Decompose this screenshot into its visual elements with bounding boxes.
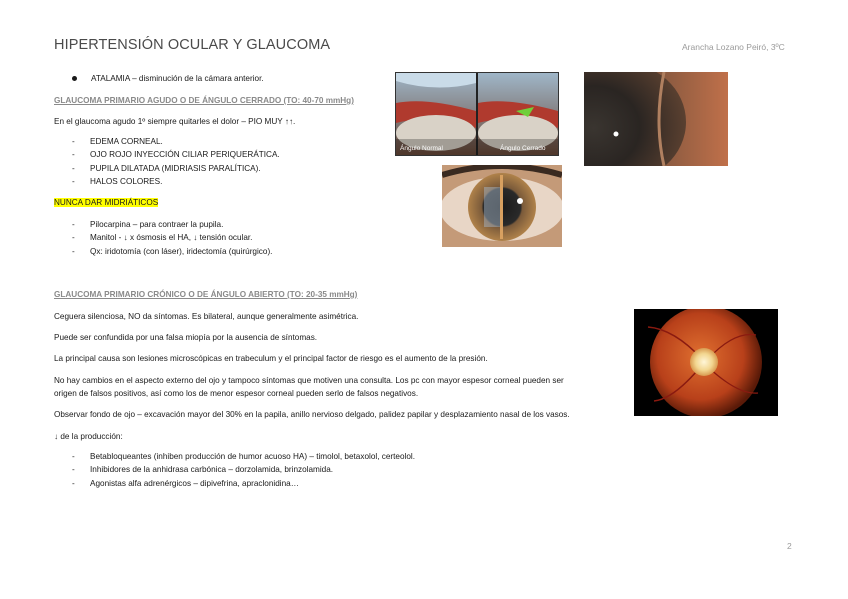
symptom-list: [72, 135, 280, 189]
list-item: - EDEMA CORNEAL.: [72, 135, 280, 148]
warning-note: [54, 198, 158, 208]
list-item: - Agonistas alfa adrenérgicos – dipivefrina, apraclonidina…: [72, 477, 415, 490]
fundus-photo: [634, 309, 778, 416]
list-item: - HALOS COLORES.: [72, 175, 280, 188]
angle-comparison-image: [395, 72, 559, 156]
dilated-pupil-svg: [442, 165, 562, 247]
chronic-paragraph-5: Observar fondo de ojo – excavación mayor del 30% en la papila, anillo nervioso delgado, palidez papilar y desplazamiento nasal de los vasos.: [54, 410, 570, 419]
page-title: HIPERTENSIÓN OCULAR Y GLAUCOMA: [54, 37, 331, 53]
chronic-paragraph-1: Ceguera silenciosa, NO da síntomas. Es bilateral, aunque generalmente asimétrica.: [54, 312, 359, 321]
acute-glaucoma-heading: GLAUCOMA PRIMARIO AGUDO O DE ÁNGULO CERRADO (TO: 40-70 mmHg): [54, 96, 354, 105]
atalamia-item: [72, 74, 264, 84]
atalamia-text: ATALAMIA – disminución de la cámara anterior.: [91, 74, 264, 83]
list-item: - Pilocarpina – para contraer la pupila.: [72, 218, 272, 231]
dilated-pupil-photo: [442, 165, 562, 247]
angle-diagram-svg: [396, 73, 558, 155]
list-item: - PUPILA DILATADA (MIDRIASIS PARALÍTICA).: [72, 162, 280, 175]
list-item: - Qx: iridotomía (con láser), iridectomía (quirúrgico).: [72, 245, 272, 258]
list-item: - Inhibidores de la anhidrasa carbónica – dorzolamida, brinzolamida.: [72, 463, 415, 476]
acute-glaucoma-intro: En el glaucoma agudo 1º siempre quitarles el dolor – PIO MUY ↑↑.: [54, 117, 296, 126]
chronic-paragraph-4b: origen de falsos positivos, así como los de menor espesor corneal pueden serlo de falsos negativos.: [54, 389, 419, 398]
warning-highlight: NUNCA DAR MIDRIÁTICOS: [54, 198, 159, 207]
bullet-icon: [72, 76, 77, 81]
drug-list: [72, 450, 415, 490]
list-item: - Betabloqueantes (inhiben producción de humor acuoso HA) – timolol, betaxolol, certeolol.: [72, 450, 415, 463]
page-number: 2: [787, 541, 792, 551]
list-item: - OJO ROJO INYECCIÓN CILIAR PERIQUERÁTICA.: [72, 148, 280, 161]
chronic-paragraph-3: La principal causa son lesiones microscópicas en trabeculum y el principal factor de riesgo es el aumento de la presión.: [54, 354, 488, 363]
angle-normal-label: Ángulo Normal: [400, 145, 443, 152]
angle-closed-label: Ángulo Cerrado: [500, 145, 546, 152]
chronic-paragraph-2: Puede ser confundida por una falsa miopía por la ausencia de síntomas.: [54, 333, 318, 342]
treatment-list: [72, 218, 272, 258]
fundus-svg: [634, 309, 778, 416]
chronic-glaucoma-heading: GLAUCOMA PRIMARIO CRÓNICO O DE ÁNGULO ABIERTO (TO: 20-35 mmHg): [54, 290, 358, 299]
chronic-paragraph-6: ↓ de la producción:: [54, 432, 123, 441]
acute-glaucoma-eye-photo: [584, 72, 728, 166]
list-item: - Manitol - ↓ x ósmosis el HA, ↓ tensión ocular.: [72, 231, 272, 244]
chronic-paragraph-4a: No hay cambios en el aspecto externo del ojo y tampoco síntomas que motiven una consulta. Los pc con mayor espesor corneal pueden ser: [54, 376, 564, 385]
eye-photo-svg: [584, 72, 728, 166]
author-name: Arancha Lozano Peiró, 3ºC: [682, 42, 785, 52]
